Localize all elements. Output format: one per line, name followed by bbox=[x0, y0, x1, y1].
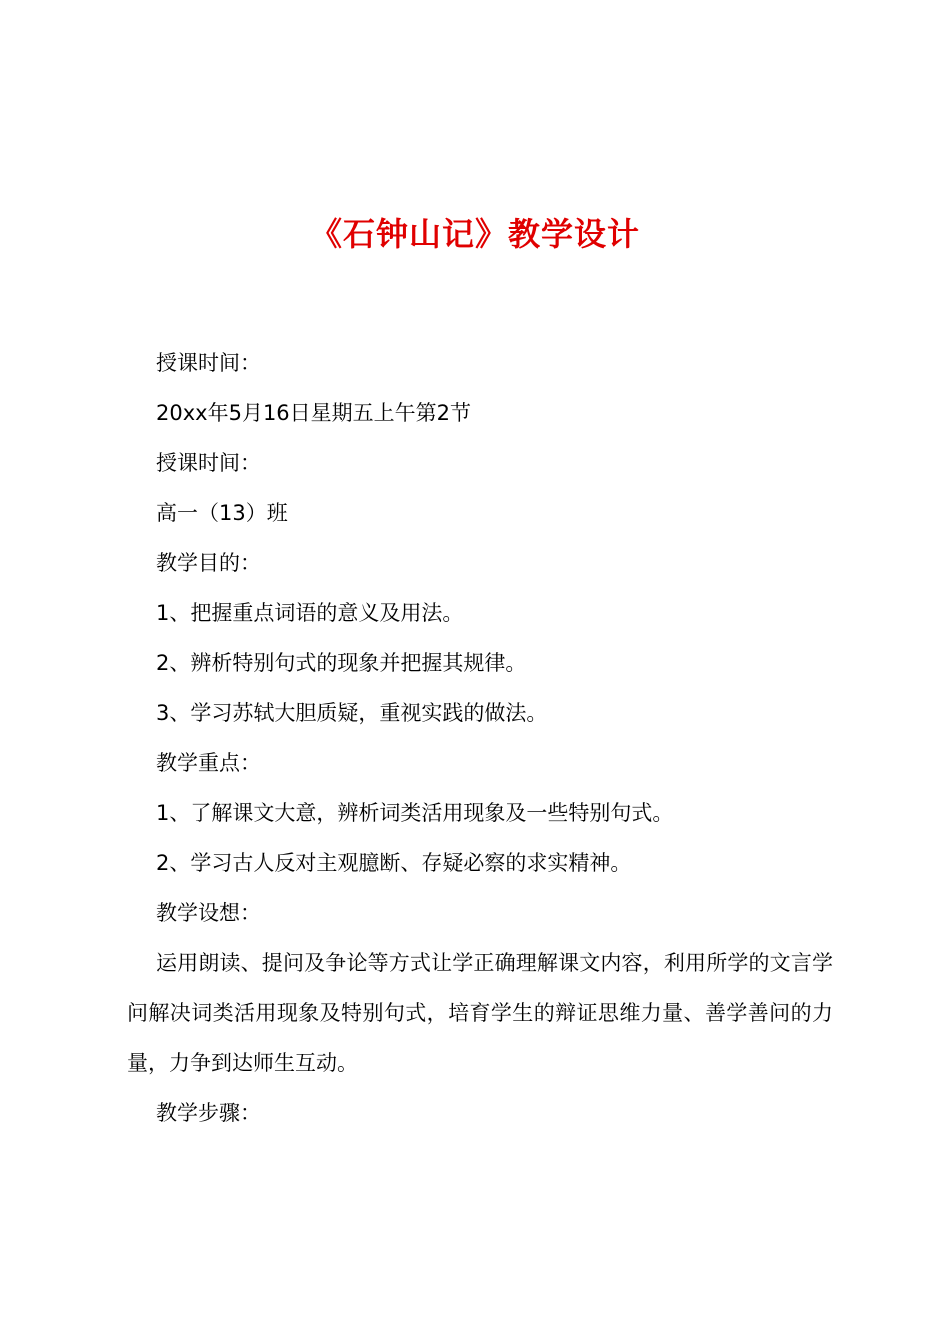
objective-item: 3、学习苏轼大胆质疑，重视实践的做法。 bbox=[156, 701, 548, 725]
label-class-time-2: 授课时间： bbox=[156, 451, 261, 475]
document-body bbox=[127, 338, 833, 1138]
document-title: 《石钟山记》教学设计 bbox=[309, 215, 640, 253]
label-class-time: 授课时间： bbox=[156, 351, 261, 375]
focus-item: 1、了解课文大意，辨析词类活用现象及一些特别句式。 bbox=[156, 801, 674, 825]
label-teaching-steps: 教学步骤： bbox=[156, 1101, 261, 1125]
objective-item: 1、把握重点词语的意义及用法。 bbox=[156, 601, 464, 625]
label-teaching-objectives: 教学目的： bbox=[156, 551, 261, 575]
objective-item: 2、辨析特别句式的现象并把握其规律。 bbox=[156, 651, 527, 675]
class-date: 20xx年5月16日星期五上午第2节 bbox=[156, 401, 472, 425]
class-name: 高一（13）班 bbox=[156, 501, 288, 525]
focus-item: 2、学习古人反对主观臆断、存疑必察的求实精神。 bbox=[156, 851, 632, 875]
teaching-plan-text: 运用朗读、提问及争论等方式让学正确理解课文内容，利用所学的文言学问解决词类活用现象及特别句式，培育学生的辩证思维力量、善学善问的力量，力争到达师生互动。 bbox=[127, 951, 833, 1075]
label-teaching-focus: 教学重点： bbox=[156, 751, 261, 775]
label-teaching-plan: 教学设想： bbox=[156, 901, 261, 925]
